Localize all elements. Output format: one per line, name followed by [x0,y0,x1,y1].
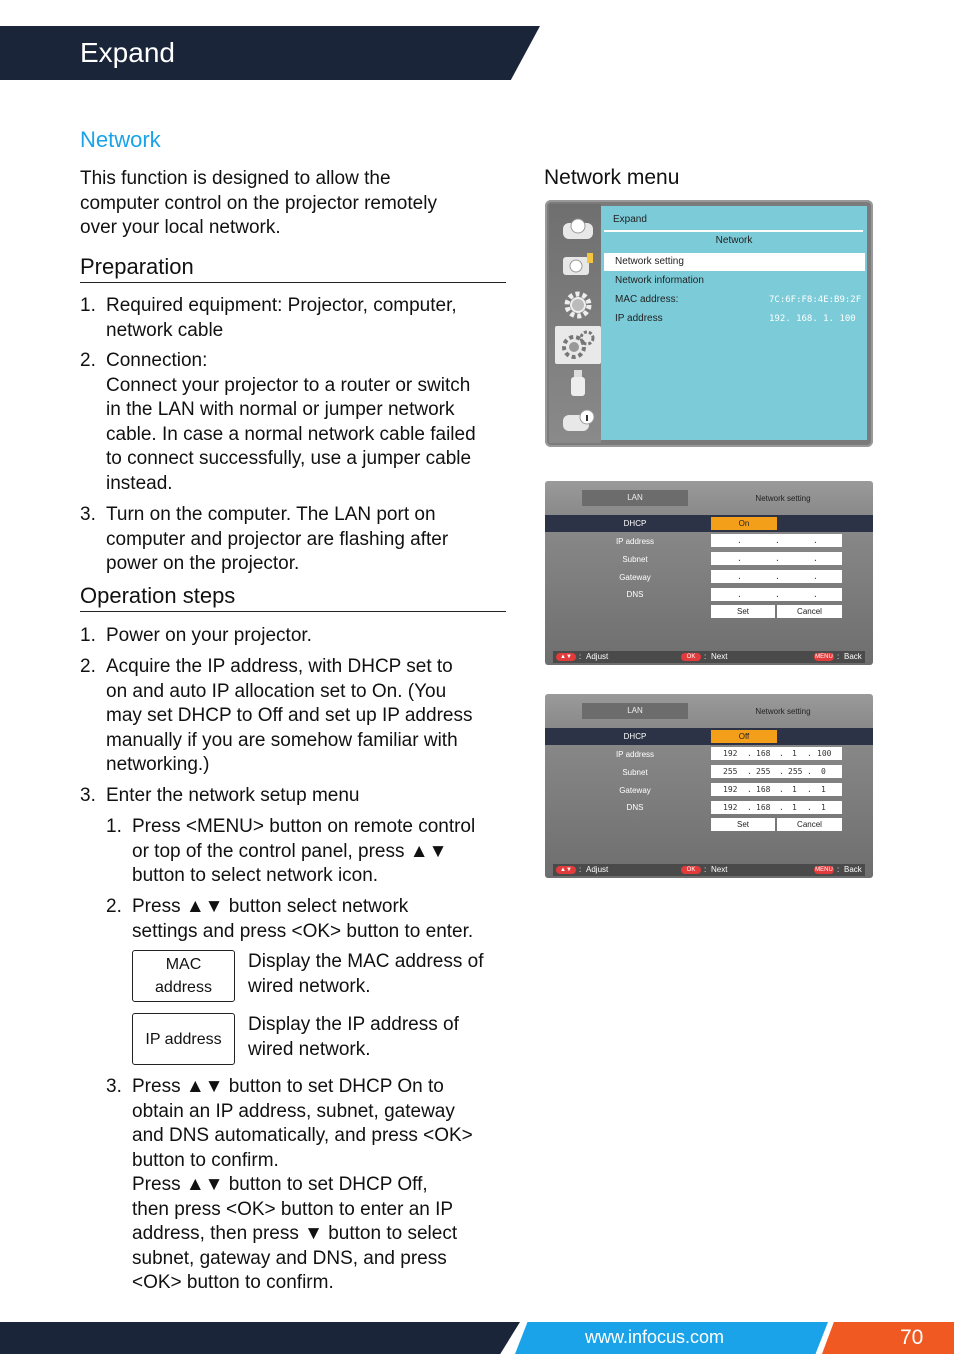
ip-address-label: IP address [615,537,655,546]
network-expand-icon[interactable] [555,326,601,364]
page-number: 70 [900,1326,924,1349]
intro-paragraph: This function is designed to allow the computer control on the projector remotely over your local network. [80,168,437,238]
footer-back-label: Back [844,865,862,874]
menu-panel-title: Network [715,235,753,246]
gateway-field[interactable]: 192 . 168 . 1 . 1 [711,783,842,796]
lan-tab[interactable]: LAN [582,703,688,719]
gateway-label: Gateway [619,786,651,795]
operation-heading: Operation steps [80,583,506,612]
lan-panel-footer: ▲▼ : Adjust OK : Next MENU : Back [553,651,865,663]
dns-field[interactable]: . . . [711,588,842,601]
menu-item-network-information[interactable]: Network information [615,275,704,286]
footer-next-label: Next [711,652,728,661]
ip-address-field[interactable]: 192 . 168 . 1 . 100 [711,747,842,760]
cancel-button[interactable]: Cancel [777,818,842,831]
network-menu-title: Network menu [544,166,680,189]
dhcp-toggle[interactable]: On [711,517,777,530]
ip-address-field[interactable]: . . . [711,534,842,547]
dns-field[interactable]: 192 . 168 . 1 . 1 [711,801,842,814]
menu-item-ip-address: IP address [615,313,663,324]
gateway-label: Gateway [619,573,651,582]
ip-address-description: Display the IP address of wired network. [248,1014,459,1060]
info-icon[interactable] [556,404,600,438]
dhcp-label: DHCP [623,519,647,528]
menu-breadcrumb: Expand [613,214,647,225]
section-title: Network [80,127,161,152]
footer-bar [0,1322,520,1354]
menu-icon-sidebar [549,204,601,443]
ip-address-label: IP address [615,750,655,759]
lan-setting-panel-dhcp-off [545,694,873,878]
footer-page-band [822,1322,954,1354]
network-menu-screenshot [545,200,873,447]
lan-setting-panel-dhcp-on [545,481,873,665]
menu-item-mac-address: MAC address: [615,294,679,305]
cancel-button[interactable]: Cancel [777,605,842,618]
menu-content-panel [601,206,867,440]
ok-key-icon: OK [681,866,701,874]
ok-key-icon: OK [681,653,701,661]
dhcp-toggle[interactable]: Off [711,730,777,743]
set-button[interactable]: Set [711,605,775,618]
page-title: Expand [80,37,175,68]
dhcp-label: DHCP [623,732,647,741]
mac-address-value: 7C:6F:F8:4E:B9:2F [769,295,862,305]
lan-tab[interactable]: LAN [582,490,688,506]
menu-key-icon: MENU [815,867,833,873]
dns-label: DNS [626,803,644,812]
subnet-field[interactable]: 255 . 255 . 255 . 0 [711,765,842,778]
set-button[interactable]: Set [711,818,775,831]
footer-next-label: Next [711,865,728,874]
up-down-key-icon: ▲▼ [556,866,576,874]
footer-back-label: Back [844,652,862,661]
image-icon[interactable] [556,212,600,246]
subnet-field[interactable]: . . . [711,552,842,565]
preparation-heading: Preparation [80,254,506,283]
subnet-label: Subnet [622,555,648,564]
menu-key-icon: MENU [815,654,833,660]
lan-panel-heading: Network setting [755,494,811,503]
footer-adjust-label: Adjust [586,865,609,874]
mac-address-box: MAC address [132,950,235,1002]
usb-icon[interactable] [556,366,600,400]
display-icon[interactable] [556,248,600,282]
menu-divider [604,230,863,232]
menu-item-network-setting[interactable]: Network setting [615,256,684,267]
lan-panel-footer: ▲▼ : Adjust OK : Next MENU : Back [553,864,865,876]
subnet-label: Subnet [622,768,648,777]
mac-address-description: Display the MAC address of wired network. [248,951,484,997]
lan-panel-heading: Network setting [755,707,811,716]
up-down-key-icon: ▲▼ [556,653,576,661]
dns-label: DNS [626,590,644,599]
ip-address-box: IP address [132,1013,235,1065]
footer-url[interactable]: www.infocus.com [585,1327,725,1347]
ip-address-value: 192. 168. 1. 100 [769,314,856,324]
footer-adjust-label: Adjust [586,652,609,661]
gear-icon[interactable] [556,288,600,322]
gateway-field[interactable]: . . . [711,570,842,583]
